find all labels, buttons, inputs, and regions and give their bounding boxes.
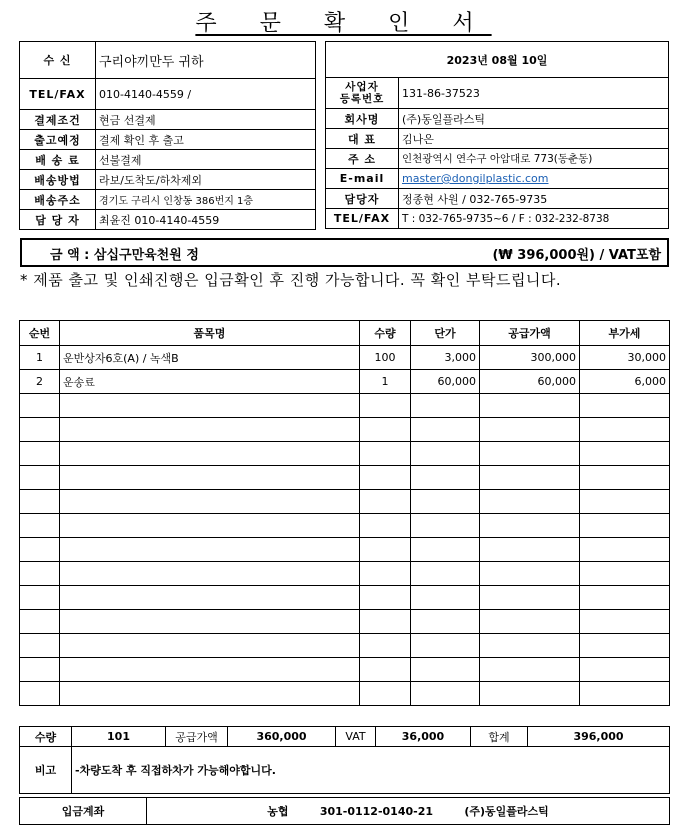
empty-cell	[411, 538, 480, 562]
table-row	[20, 370, 670, 394]
items-table	[19, 320, 670, 706]
empty-cell	[360, 442, 411, 466]
empty-row	[20, 514, 670, 538]
deposit-table	[19, 797, 670, 825]
empty-row	[20, 466, 670, 490]
empty-row	[20, 658, 670, 682]
empty-cell	[60, 538, 360, 562]
empty-cell	[60, 394, 360, 418]
empty-cell	[411, 610, 480, 634]
empty-row	[20, 442, 670, 466]
empty-cell	[20, 562, 60, 586]
recipient-manager: 최윤진 010-4140-4559	[96, 210, 316, 230]
col-supply: 공급가액	[480, 321, 580, 346]
notice-text: * 제품 출고 및 인쇄진행은 입금확인 후 진행 가능합니다. 꼭 확인 부탁드립니다.	[20, 271, 562, 289]
empty-cell	[360, 658, 411, 682]
empty-row	[20, 634, 670, 658]
empty-cell	[411, 418, 480, 442]
ceo-name: 김나은	[399, 129, 669, 149]
empty-cell	[580, 394, 670, 418]
sum-qty: 101	[72, 727, 166, 747]
empty-cell	[20, 418, 60, 442]
empty-row	[20, 682, 670, 706]
sum-total-label: 합계	[471, 727, 528, 747]
document-title: 주 문 확 인 서	[195, 11, 492, 36]
recipient-telfax: 010-4140-4559 /	[96, 79, 316, 110]
empty-cell	[360, 562, 411, 586]
empty-cell	[411, 586, 480, 610]
empty-cell	[20, 514, 60, 538]
empty-cell	[480, 610, 580, 634]
supplier-telfax: T : 032-765-9735~6 / F : 032-232-8738	[399, 209, 669, 229]
row-no: 1	[20, 346, 60, 370]
ship-address: 경기도 구리시 인창동 386번지 1층	[96, 190, 316, 210]
biz-number: 131-86-37523	[399, 78, 669, 109]
empty-cell	[20, 610, 60, 634]
empty-cell	[60, 610, 360, 634]
empty-cell	[480, 418, 580, 442]
empty-cell	[411, 490, 480, 514]
company-address: 인천광역시 연수구 아암대로 773(동춘동)	[399, 149, 669, 169]
label-ceo: 대 표	[326, 129, 399, 149]
row-supply: 300,000	[480, 346, 580, 370]
label-bizno: 사업자 등록번호	[326, 78, 399, 109]
empty-cell	[580, 538, 670, 562]
row-vat: 30,000	[580, 346, 670, 370]
empty-cell	[580, 490, 670, 514]
amount-box	[20, 238, 669, 267]
col-vat: 부가세	[580, 321, 670, 346]
empty-cell	[411, 562, 480, 586]
deposit-bank: 농협	[267, 805, 289, 818]
sum-supply-label: 공급가액	[166, 727, 228, 747]
empty-cell	[360, 394, 411, 418]
empty-cell	[60, 634, 360, 658]
empty-cell	[580, 418, 670, 442]
empty-cell	[480, 634, 580, 658]
empty-cell	[580, 682, 670, 706]
empty-cell	[360, 586, 411, 610]
empty-row	[20, 610, 670, 634]
empty-cell	[480, 562, 580, 586]
empty-cell	[20, 682, 60, 706]
label-ship-method: 배송방법	[20, 170, 96, 190]
empty-cell	[60, 682, 360, 706]
empty-cell	[20, 442, 60, 466]
empty-row	[20, 538, 670, 562]
empty-cell	[580, 634, 670, 658]
empty-cell	[580, 586, 670, 610]
empty-cell	[411, 658, 480, 682]
supplier-contact: 정종현 사원 / 032-765-9735	[399, 189, 669, 209]
remark-text: -차량도착 후 직접하차가 가능해야합니다.	[72, 747, 670, 794]
empty-cell	[480, 442, 580, 466]
sum-supply: 360,000	[228, 727, 336, 747]
row-price: 3,000	[411, 346, 480, 370]
empty-cell	[60, 514, 360, 538]
empty-cell	[360, 682, 411, 706]
label-payment: 결제조건	[20, 110, 96, 130]
row-price: 60,000	[411, 370, 480, 394]
empty-row	[20, 490, 670, 514]
empty-cell	[20, 394, 60, 418]
empty-cell	[580, 466, 670, 490]
row-vat: 6,000	[580, 370, 670, 394]
deposit-holder: (주)동일플라스틱	[464, 805, 549, 818]
row-qty: 1	[360, 370, 411, 394]
table-row	[20, 346, 670, 370]
remark-label: 비고	[20, 747, 72, 794]
empty-cell	[360, 466, 411, 490]
empty-cell	[360, 634, 411, 658]
order-date: 2023년 08월 10일	[326, 42, 669, 78]
empty-cell	[20, 538, 60, 562]
empty-row	[20, 394, 670, 418]
empty-cell	[20, 586, 60, 610]
label-manager: 담 당 자	[20, 210, 96, 230]
empty-cell	[411, 634, 480, 658]
empty-cell	[60, 586, 360, 610]
empty-cell	[480, 514, 580, 538]
empty-cell	[60, 490, 360, 514]
empty-cell	[480, 466, 580, 490]
row-name: 운반상자6호(A) / 녹색B	[60, 346, 360, 370]
company-name: (주)동일플라스틱	[399, 109, 669, 129]
recipient-name: 구리야끼만두 귀하	[96, 42, 316, 79]
empty-cell	[20, 466, 60, 490]
empty-cell	[411, 442, 480, 466]
empty-cell	[580, 658, 670, 682]
label-shipping-fee: 배 송 료	[20, 150, 96, 170]
empty-cell	[580, 562, 670, 586]
empty-cell	[20, 658, 60, 682]
empty-cell	[60, 466, 360, 490]
empty-row	[20, 562, 670, 586]
sum-vat-label: VAT	[336, 727, 376, 747]
row-no: 2	[20, 370, 60, 394]
empty-cell	[360, 490, 411, 514]
empty-cell	[411, 466, 480, 490]
ship-method: 라보/도착도/하차제외	[96, 170, 316, 190]
deposit-account: 301-0112-0140-21	[319, 805, 434, 818]
empty-cell	[411, 394, 480, 418]
empty-cell	[60, 658, 360, 682]
empty-cell	[480, 394, 580, 418]
row-qty: 100	[360, 346, 411, 370]
empty-cell	[60, 562, 360, 586]
label-email: E-mail	[326, 169, 399, 189]
ship-plan: 결제 확인 후 출고	[96, 130, 316, 150]
label-supplier-telfax: TEL/FAX	[326, 209, 399, 229]
empty-cell	[360, 538, 411, 562]
empty-cell	[360, 610, 411, 634]
empty-row	[20, 418, 670, 442]
sum-total: 396,000	[528, 727, 670, 747]
empty-cell	[60, 442, 360, 466]
empty-cell	[580, 514, 670, 538]
empty-cell	[411, 514, 480, 538]
supplier-table	[325, 41, 669, 229]
label-address: 배송주소	[20, 190, 96, 210]
shipping-fee: 선불결제	[96, 150, 316, 170]
empty-cell	[20, 634, 60, 658]
col-name: 품목명	[60, 321, 360, 346]
row-name: 운송료	[60, 370, 360, 394]
empty-cell	[480, 586, 580, 610]
empty-cell	[480, 658, 580, 682]
label-addr: 주 소	[326, 149, 399, 169]
sum-vat: 36,000	[376, 727, 471, 747]
empty-cell	[580, 442, 670, 466]
recipient-table	[19, 41, 316, 230]
empty-row	[20, 586, 670, 610]
col-qty: 수량	[360, 321, 411, 346]
payment-terms: 현금 선결제	[96, 110, 316, 130]
empty-cell	[480, 490, 580, 514]
summary-table	[19, 726, 670, 794]
amount-value: (₩ 396,000원) / VAT포함	[492, 248, 661, 263]
empty-cell	[480, 682, 580, 706]
deposit-label: 입금계좌	[20, 798, 147, 825]
amount-label: 금 액 : 삼십구만육천원 정	[50, 248, 199, 263]
label-to: 수 신	[20, 42, 96, 79]
col-price: 단가	[411, 321, 480, 346]
label-telfax: TEL/FAX	[20, 79, 96, 110]
label-contact: 담당자	[326, 189, 399, 209]
email-link[interactable]: master@dongilplastic.com	[402, 172, 549, 185]
label-company: 회사명	[326, 109, 399, 129]
empty-cell	[411, 682, 480, 706]
col-no: 순번	[20, 321, 60, 346]
empty-cell	[60, 418, 360, 442]
label-ship-plan: 출고예정	[20, 130, 96, 150]
empty-cell	[480, 538, 580, 562]
empty-cell	[360, 418, 411, 442]
empty-cell	[20, 490, 60, 514]
sum-qty-label: 수량	[20, 727, 72, 747]
empty-cell	[360, 514, 411, 538]
row-supply: 60,000	[480, 370, 580, 394]
empty-cell	[580, 610, 670, 634]
